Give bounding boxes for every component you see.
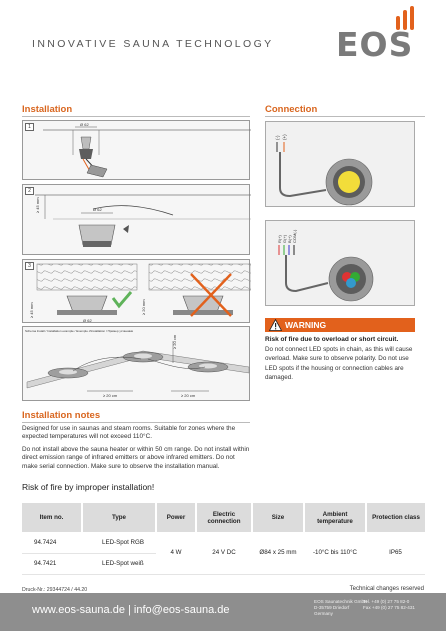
wire-label-red: R(+) bbox=[277, 235, 282, 243]
print-number: Druck-Nr.: 29344724 / 44.20 bbox=[22, 587, 88, 593]
company-phone bbox=[363, 599, 415, 611]
footer-website-link[interactable]: www.eos-sauna.de | info@eos-sauna.de bbox=[32, 604, 230, 616]
hole-dimension: Ø 62 bbox=[83, 318, 92, 323]
white-spot-wiring bbox=[266, 122, 416, 208]
wire-label-green: G(+) bbox=[282, 234, 287, 243]
temperature-value: -10°C bis 110°C bbox=[304, 532, 366, 574]
wire-label-positive: (+) bbox=[282, 134, 287, 140]
mounting-illustration bbox=[23, 185, 251, 256]
wire-label-negative: (-) bbox=[275, 135, 280, 140]
phone-line: Tel. +49 (0) 27 75 82-0 bbox=[363, 599, 410, 604]
warning-box bbox=[265, 318, 415, 386]
notes-rule bbox=[22, 422, 250, 423]
item-type: LED-Spot weiß bbox=[82, 553, 156, 574]
header-tagline: INNOVATIVE SAUNA TECHNOLOGY bbox=[32, 38, 274, 50]
wire-label-blue: B(+) bbox=[287, 235, 292, 243]
spec-table bbox=[22, 503, 425, 575]
connection-value: 24 V DC bbox=[196, 532, 252, 574]
install-step-2-panel bbox=[22, 184, 250, 255]
warning-icon bbox=[269, 319, 282, 331]
technical-changes-note: Technical changes reserved bbox=[349, 586, 424, 592]
example-caption: Schema Install / Installation example / Exemple d'installation / Пример установки bbox=[25, 329, 134, 333]
drill-illustration bbox=[23, 121, 251, 181]
left-clearance: ≥ 45 mm bbox=[29, 302, 34, 318]
col-size: Size bbox=[252, 503, 304, 532]
col-protection: Protection class bbox=[366, 503, 425, 532]
col-connection: Electric connection bbox=[196, 503, 252, 532]
footer-bar bbox=[0, 593, 446, 631]
spacing-dimension: ≥ 20 cm bbox=[103, 393, 118, 398]
item-no: 94.7424 bbox=[22, 532, 82, 553]
connection-rgb-panel bbox=[265, 220, 415, 306]
warning-heading: Risk of fire due to overload or short circuit. bbox=[265, 336, 399, 343]
table-row bbox=[22, 532, 425, 553]
right-clearance: ≥ 20 mm bbox=[141, 299, 146, 315]
rgb-spot-wiring bbox=[266, 221, 416, 307]
notes-title: Installation notes bbox=[22, 410, 101, 421]
size-value: Ø84 x 25 mm bbox=[252, 532, 304, 574]
power-value: 4 W bbox=[156, 532, 196, 574]
step-number: 3 bbox=[25, 262, 34, 270]
step-number: 1 bbox=[25, 123, 34, 131]
item-type: LED-Spot RGB bbox=[82, 532, 156, 553]
logo-text: EOS bbox=[336, 25, 414, 64]
warning-banner bbox=[265, 318, 415, 332]
fax-line: Fax +49 (0) 27 75 82-431 bbox=[363, 605, 415, 611]
depth-dimension: ≥ 45 mm bbox=[35, 197, 40, 213]
warning-body: Do not connect LED spots in chain, as this will cause overload. Make sure to observe polarity. Do not use LED spots if the housing or connection cables are damaged. bbox=[265, 346, 413, 382]
check-icon bbox=[113, 292, 131, 306]
installation-rule bbox=[22, 116, 250, 117]
company-line: Germany bbox=[314, 611, 333, 617]
col-type: Type bbox=[82, 503, 156, 532]
protection-value: IP65 bbox=[366, 532, 425, 574]
table-header-row bbox=[22, 503, 425, 532]
company-address bbox=[314, 599, 367, 618]
hole-dimension: Ø 62 bbox=[80, 122, 89, 127]
spacing-illustration bbox=[23, 327, 251, 402]
col-item-no: Item no. bbox=[22, 503, 82, 532]
step-number: 2 bbox=[25, 187, 34, 195]
installation-title: Installation bbox=[22, 104, 73, 115]
notes-paragraph-2: Do not install above the sauna heater or within 50 cm range. Do not install within direct emission range of infrared emitters or above infrared emitters. Do not make serial connection. Make sure to observe the installation manual. bbox=[22, 446, 250, 470]
eos-logo bbox=[336, 6, 422, 64]
connection-rule bbox=[265, 116, 425, 117]
col-temperature: Ambient temperature bbox=[304, 503, 366, 532]
risk-warning: Risk of fire by improper installation! bbox=[22, 482, 155, 492]
connection-white-panel bbox=[265, 121, 415, 207]
height-dimension: ≥ 20 cm bbox=[172, 334, 177, 349]
company-line: D-35759 Driedorf bbox=[314, 605, 350, 611]
connection-title: Connection bbox=[265, 104, 318, 115]
notes-paragraph-1: Designed for use in saunas and steam rooms. Suitable for zones where the expected temperatures will not exceed 110°C. bbox=[22, 425, 236, 441]
installation-example-panel bbox=[22, 326, 250, 401]
item-no: 94.7421 bbox=[22, 553, 82, 574]
col-power: Power bbox=[156, 503, 196, 532]
insulation-illustration bbox=[23, 260, 251, 324]
install-step-3-panel bbox=[22, 259, 250, 323]
wire-label-common: COM(-) bbox=[292, 229, 297, 243]
company-line: EOS Saunatechnik GmbH bbox=[314, 599, 368, 604]
hole-dimension: Ø 62 bbox=[93, 207, 102, 212]
spacing-dimension: ≥ 20 cm bbox=[181, 393, 196, 398]
install-step-1-panel bbox=[22, 120, 250, 180]
warning-label: WARNING bbox=[285, 320, 327, 330]
